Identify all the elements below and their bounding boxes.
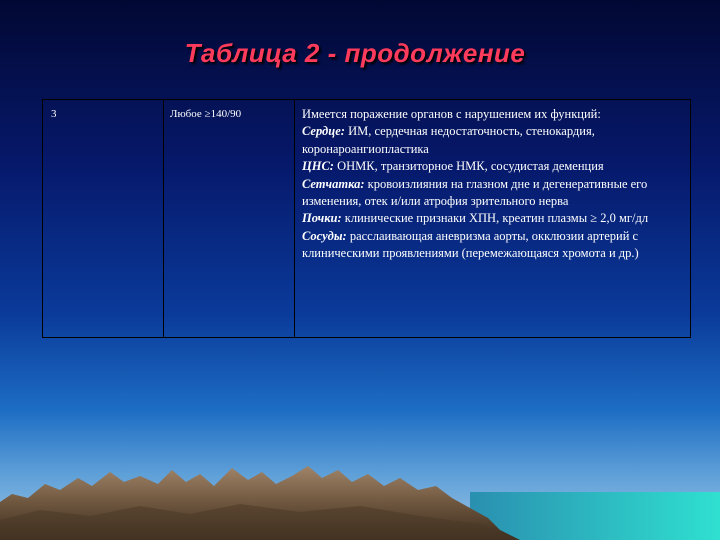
entry-label: Сосуды [302,228,343,243]
table-row [43,100,691,338]
entry-text: расслаивающая аневризма аорты, окклюзии артерий с клиническими проявлениями (перемежающаяся хромота и др.) [302,228,639,261]
entry-vessels: Сосуды: расслаивающая аневризма аорты, окклюзии артерий с клиническими проявлениями (перемежающаяся хромота и др.) [302,228,639,261]
entry-cns: ЦНС: ОНМК, транзиторное НМК, сосудистая деменция [302,159,604,174]
table-cell-description [295,100,691,338]
entry-kidneys: Почки: клинические признаки ХПН, креатин плазмы ≥ 2,0 мг/дл [302,211,649,226]
table-cell-grade: 3 [43,100,164,338]
slide-title: Таблица 2 - продолжение [184,38,526,68]
entry-retina: Сетчатка: кровоизлияния на глазном дне и дегенеративные его изменения, отек и/или атрофия зрительного нерва [302,176,648,209]
entry-text: ИМ, сердечная недостаточность, стенокардия, коронароангиопластика [302,124,595,156]
table-cell-pressure: Любое ≥140/90 [164,100,295,338]
entry-text: ОНМК, транзиторное НМК, сосудистая деменция [333,159,604,174]
entry-label: Сердце [302,124,341,139]
description-intro: Имеется поражение органов с нарушением их функций: [302,107,601,121]
entry-text: клинические признаки ХПН, креатин плазмы ≥ 2,0 мг/дл [341,211,649,226]
entry-label: Почки [302,211,338,226]
mountain-landscape [0,460,720,540]
entry-text: кровоизлияния на глазном дне и дегенеративные его изменения, отек и/или атрофия зрительного нерва [302,176,648,209]
entry-label: Сетчатка [302,176,361,191]
entry-label: ЦНС [302,159,330,174]
data-table [42,99,691,338]
entry-heart: Сердце: ИМ, сердечная недостаточность, стенокардия, коронароангиопластика [302,124,595,156]
